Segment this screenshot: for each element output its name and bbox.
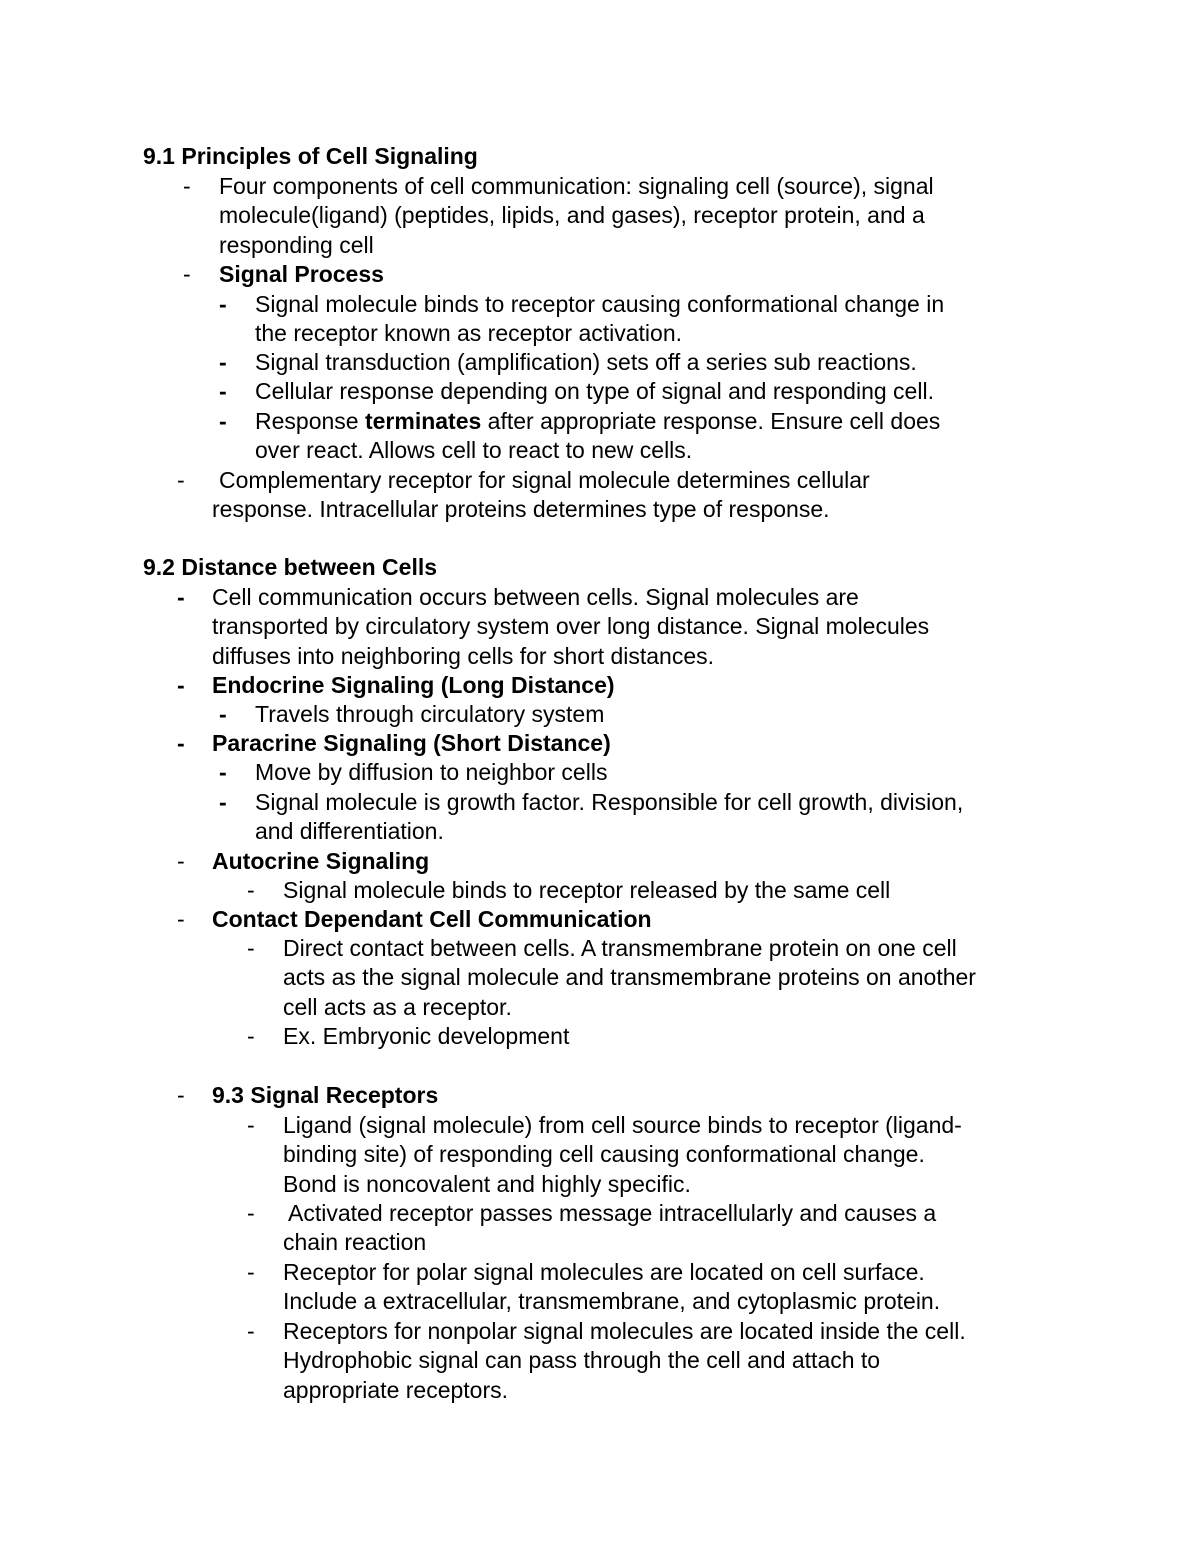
- bullet-dash: -: [219, 759, 227, 785]
- bullet-dash: -: [177, 467, 185, 493]
- emphasis-terminates: terminates: [364, 408, 482, 434]
- list-item: [212, 583, 929, 671]
- item-line: molecule(ligand) (peptides, lipids, and gases), receptor protein, and a: [219, 202, 925, 229]
- bullet-dash: -: [177, 1082, 185, 1108]
- subheading-signal-process: Signal Process: [219, 261, 384, 287]
- item-line: Ex. Embryonic development: [283, 1023, 570, 1049]
- bullet-dash: -: [177, 584, 185, 610]
- bullet-dash: -: [219, 378, 227, 404]
- list-item: [255, 377, 934, 406]
- bullet-dash: -: [177, 730, 185, 756]
- list-item: [283, 1317, 966, 1405]
- bullet-dash: -: [247, 1023, 255, 1049]
- text-run: after appropriate response. Ensure cell does: [481, 408, 941, 434]
- bullet-dash: -: [177, 848, 185, 874]
- list-item: [219, 172, 934, 260]
- item-line: Bond is noncovalent and highly specific.: [283, 1170, 691, 1197]
- bullet-dash: -: [219, 349, 227, 375]
- item-line: chain reaction: [283, 1229, 427, 1256]
- bullet-dash: -: [247, 1259, 255, 1285]
- list-item: [255, 348, 917, 377]
- list-item: [283, 876, 890, 905]
- item-line: Hydrophobic signal can pass through the cell and attach to: [283, 1347, 881, 1374]
- bullet-dash: -: [219, 789, 227, 815]
- item-line: appropriate receptors.: [283, 1376, 509, 1403]
- item-line: Signal transduction (amplification) sets off a series sub reactions.: [255, 349, 917, 375]
- section-heading-9-2: 9.2 Distance between Cells: [143, 554, 438, 580]
- item-line: Signal molecule is growth factor. Responsible for cell growth, division,: [255, 789, 964, 815]
- subheading-autocrine: Autocrine Signaling: [212, 848, 430, 874]
- item-line: Direct contact between cells. A transmembrane protein on one cell: [283, 935, 957, 961]
- bullet-dash: -: [177, 906, 185, 932]
- subheading-endocrine: Endocrine Signaling (Long Distance): [212, 672, 615, 698]
- item-line: Complementary receptor for signal molecule determines cellular: [219, 467, 870, 493]
- bullet-dash: -: [219, 291, 227, 317]
- list-item: [255, 407, 940, 466]
- list-item: [283, 1111, 962, 1199]
- section-heading-9-1: 9.1 Principles of Cell Signaling: [143, 143, 478, 169]
- subheading-contact-dependant: Contact Dependant Cell Communication: [212, 906, 652, 932]
- item-line: Receptor for polar signal molecules are located on cell surface.: [283, 1259, 925, 1285]
- list-item: [212, 466, 870, 525]
- item-line: response. Intracellular proteins determines type of response.: [212, 496, 830, 523]
- item-line: Cellular response depending on type of signal and responding cell.: [255, 378, 934, 404]
- list-item: [255, 700, 604, 729]
- list-item: [283, 1258, 940, 1317]
- bullet-dash: -: [247, 1200, 255, 1226]
- bullet-dash: -: [183, 173, 191, 199]
- item-line: Receptors for nonpolar signal molecules are located inside the cell.: [283, 1318, 966, 1344]
- subheading-paracrine: Paracrine Signaling (Short Distance): [212, 730, 611, 756]
- item-line: Travels through circulatory system: [255, 701, 605, 727]
- item-line: Signal molecule binds to receptor released by the same cell: [283, 877, 891, 903]
- bullet-dash: -: [247, 1112, 255, 1138]
- item-line: Signal molecule binds to receptor causing conformational change in: [255, 291, 945, 317]
- item-line: diffuses into neighboring cells for short distances.: [212, 642, 715, 669]
- list-item: [255, 788, 963, 847]
- bullet-dash: -: [247, 877, 255, 903]
- list-item: [283, 934, 976, 1022]
- list-item: [283, 1199, 936, 1258]
- item-line: transported by circulatory system over long distance. Signal molecules: [212, 613, 930, 640]
- list-item: [255, 290, 944, 349]
- list-item: [255, 758, 607, 787]
- bullet-dash: -: [183, 261, 191, 287]
- item-line: [255, 407, 940, 436]
- bullet-dash: -: [219, 701, 227, 727]
- item-line: Four components of cell communication: signaling cell (source), signal: [219, 173, 934, 199]
- list-item: [283, 1022, 569, 1051]
- text-run: Response: [255, 408, 365, 434]
- item-line: responding cell: [219, 231, 374, 258]
- item-line: cell acts as a receptor.: [283, 993, 512, 1020]
- item-line: acts as the signal molecule and transmembrane proteins on another: [283, 964, 976, 991]
- item-line: Include a extracellular, transmembrane, and cytoplasmic protein.: [283, 1288, 941, 1315]
- item-line: the receptor known as receptor activation.: [255, 320, 683, 347]
- item-line: Move by diffusion to neighbor cells: [255, 759, 608, 785]
- item-line: and differentiation.: [255, 818, 444, 845]
- item-line: Cell communication occurs between cells. Signal molecules are: [212, 584, 859, 610]
- bullet-dash: -: [247, 1318, 255, 1344]
- item-line: over react. Allows cell to react to new cells.: [255, 437, 693, 464]
- item-line: binding site) of responding cell causing conformational change.: [283, 1141, 925, 1168]
- section-heading-9-3: 9.3 Signal Receptors: [212, 1082, 439, 1108]
- item-line: Ligand (signal molecule) from cell source binds to receptor (ligand-: [283, 1112, 962, 1138]
- item-line: Activated receptor passes message intracellularly and causes a: [288, 1200, 937, 1226]
- bullet-dash: -: [247, 935, 255, 961]
- bullet-dash: -: [219, 408, 227, 434]
- bullet-dash: -: [177, 672, 185, 698]
